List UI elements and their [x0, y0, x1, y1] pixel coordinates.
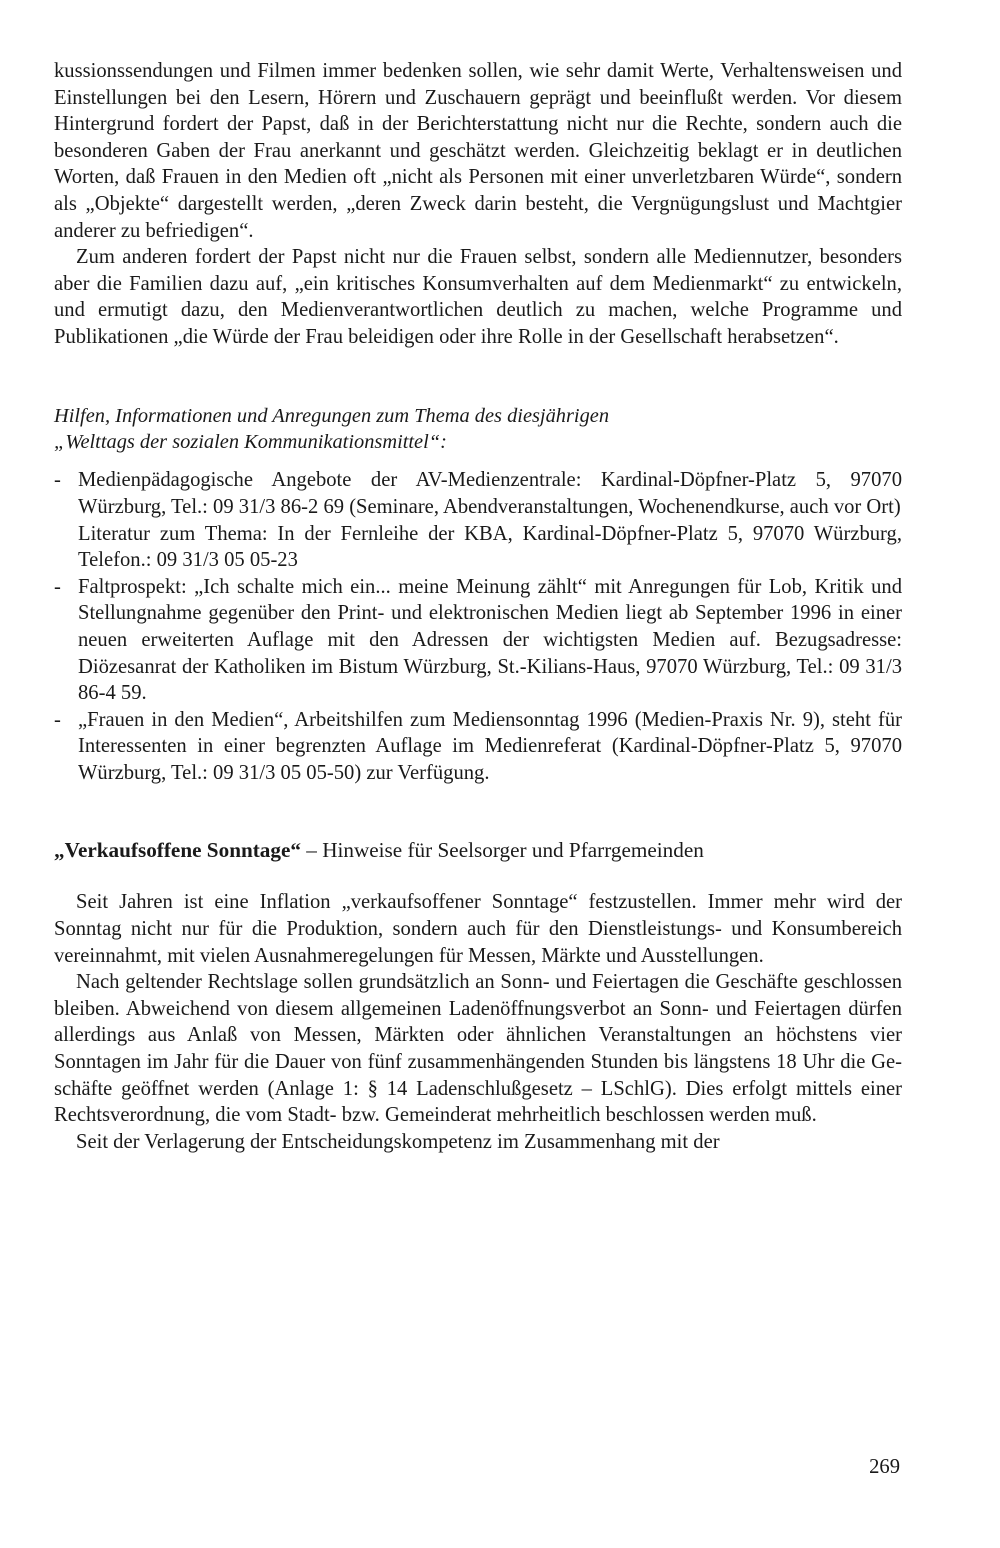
document-page — [54, 58, 902, 1155]
dash-bullet: - — [54, 469, 61, 492]
section-heading — [54, 836, 902, 864]
body-paragraph: Seit Jahren ist eine Inflation „verkaufsoffener Sonntage“ festzustellen. Immer mehr wird der Sonntag nicht nur für die Produktion, sondern auch für den Dienstleistungs- und Konsumbereich vereinnahmt, mit vielen Ausnahmeregelungen für Messen, Märkte und Ausstellungen. — [54, 891, 902, 967]
list-item — [54, 707, 902, 787]
aids-heading — [54, 403, 902, 456]
list-item — [54, 574, 902, 707]
aids-heading-line: Hilfen, Informationen und Anregungen zum Thema des diesjährigen — [54, 404, 610, 427]
aids-heading-line: „Welttags der sozialen Kommunikationsmittel“: — [54, 430, 447, 453]
section-heading-subtitle: – Hinweise für Seelsorger und Pfarrgemeinden — [301, 838, 704, 863]
section-heading-title: „Verkaufsoffene Sonntage“ — [54, 838, 301, 863]
body-paragraph: Nach geltender Rechtslage sollen grundsätzlich an Sonn- und Feiertagen die Geschäfte geschlossen bleiben. Abweichend von diesem allgemeinen Ladenöffnungsverbot an Sonn- und Feiertagen dürfen allerdings aus Anlaß von Messen, Märkten oder ähnlichen Veranstaltungen an höchstens vier Sonntagen im Jahr für die Dauer von fünf zusammenhängenden Stunden bis längstens 18 Uhr die Geschäfte geöffnet werden (Anlage 1: § 14 Ladenschlußgesetz – LSchlG). Dies erfolgt mittels einer Rechtsverordnung, die vom Stadt- bzw. Gemeinderat mehrheitlich beschlossen werden muß. — [54, 971, 902, 1127]
list-item-text: „Frauen in den Medien“, Arbeitshilfen zum Mediensonntag 1996 (Medien-Praxis Nr. 9), steht für Interessenten in einer begrenzten Auflage im Medienreferat (Kardinal-Döpfner-Platz 5, 97070 Würzburg, Tel.: 09 31/3 05 05-50) zur Verfügung. — [78, 708, 902, 784]
page-number: 269 — [869, 1456, 900, 1478]
list-item-text: Faltprospekt: „Ich schalte mich ein... meine Meinung zählt“ mit Anregungen für Lob, Kritik und Stellungnahme gegenüber den Print- und elektronischen Medien liegt ab September 1996 in einer neuen erweiterten Auflage mit den Adressen der wichtigsten Medien auf. Bezugsadresse: Diözesanrat der Katholiken im Bistum Würzburg, St.-Kilians-Haus, 97070 Würzburg, Tel.: 09 31/3 86-4 59. — [78, 575, 902, 705]
body-paragraph: kussionssendungen und Filmen immer bedenken sollen, wie sehr damit Werte, Verhaltensweisen und Einstellungen bei den Lesern, Hörern und Zuschauern geprägt und beeinflußt werden. Vor diesem Hintergrund fordert der Papst, daß in der Berichterstattung nicht nur die Rechte, sondern auch die besonderen Gaben der Frau anerkannt und geschätzt werden. Gleichzeitig beklagt er in deutlichen Worten, daß Frauen in den Medien oft „nicht als Personen mit einer unverletzbaren Würde“, sondern als „Objekte“ dargestellt werden, „deren Zweck darin besteht, die Vergnügungslust und Machtgier anderer zu befriedigen“. — [54, 60, 902, 242]
body-paragraph: Seit der Verlagerung der Entscheidungskompetenz im Zusammenhang mit der — [76, 1130, 720, 1153]
list-item-text: Medienpädagogische Angebote der AV-Medienzentrale: Kardinal-Döpfner-Platz 5, 97070 Würzburg, Tel.: 09 31/3 86-2 69 (Seminare, Abendveranstaltungen, Wochenendkurse, auch vor Ort) — [78, 469, 902, 518]
body-paragraph: Zum anderen fordert der Papst nicht nur die Frauen selbst, sondern alle Mediennutzer, besonders aber die Familien dazu auf, „ein kritisches Konsumverhalten auf dem Medienmarkt“ zu entwickeln, und ermutigt dazu, den Medienverantwortlichen deutlich zu machen, welche Programme und Publikationen „die Würde der Frau beleidigen oder ihre Rolle in der Gesellschaft herabsetzen“. — [54, 246, 902, 348]
aids-list — [54, 467, 902, 786]
dash-bullet: - — [54, 708, 61, 731]
list-item — [54, 467, 902, 573]
dash-bullet: - — [54, 575, 61, 598]
list-item-text: Literatur zum Thema: In der Fernleihe der KBA, Kardinal-Döpfner-Platz 5, 97070 Würzburg, Telefon.: 09 31/3 05 05-23 — [78, 522, 902, 572]
